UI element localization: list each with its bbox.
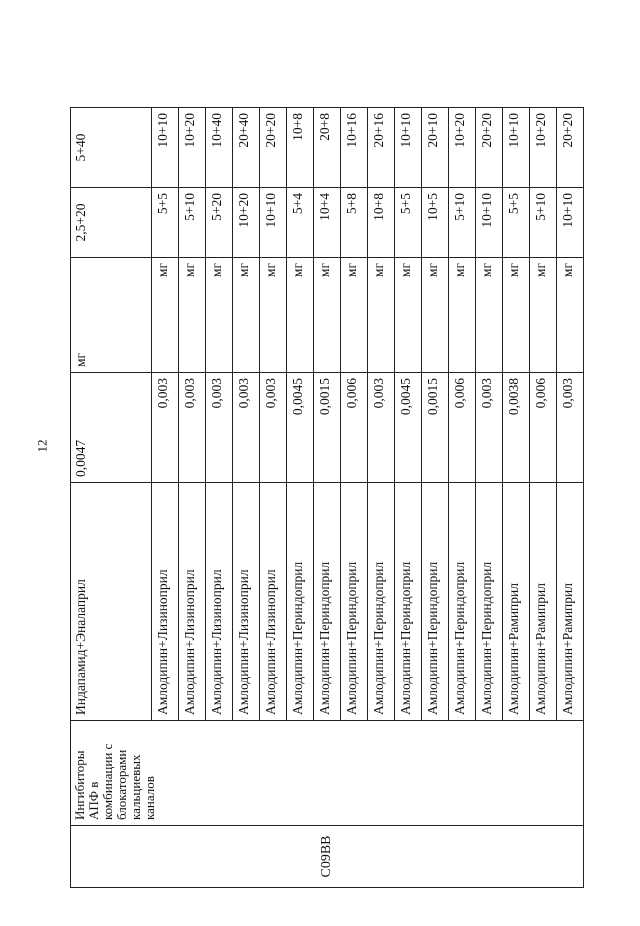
dose-a: 5+10 [179, 188, 206, 258]
drug-unit: мг [557, 258, 584, 373]
dose-b: 10+40 [206, 108, 233, 188]
group-label: Ингибиторы АПФ в комбинации с блокаторами кальциевых каналов [71, 721, 584, 826]
drug-name: Амлодипин+Периндоприл [476, 483, 503, 721]
drug-value: 0,003 [557, 373, 584, 483]
drug-name: Амлодипин+Лизиноприл [179, 483, 206, 721]
drug-value: 0,0045 [287, 373, 314, 483]
dose-b: 10+16 [341, 108, 368, 188]
drug-unit: мг [530, 258, 557, 373]
drug-value: 0,0015 [314, 373, 341, 483]
dose-b: 20+20 [260, 108, 287, 188]
dose-a: 10+20 [233, 188, 260, 258]
header-dose-b: 5+40 [71, 108, 152, 188]
drug-value: 0,0045 [395, 373, 422, 483]
drug-value: 0,006 [530, 373, 557, 483]
drug-unit: мг [314, 258, 341, 373]
drug-value: 0,003 [233, 373, 260, 483]
header-dose-a: 2,5+20 [71, 188, 152, 258]
dose-b: 10+20 [179, 108, 206, 188]
drug-unit: мг [449, 258, 476, 373]
drug-value: 0,003 [476, 373, 503, 483]
dose-b: 10+20 [530, 108, 557, 188]
dose-a: 10+10 [260, 188, 287, 258]
dose-a: 10+10 [557, 188, 584, 258]
drug-table [70, 107, 584, 888]
drug-name: Амлодипин+Лизиноприл [152, 483, 179, 721]
drug-value: 0,0015 [422, 373, 449, 483]
dose-a: 10+4 [314, 188, 341, 258]
drug-name: Амлодипин+Рамиприл [530, 483, 557, 721]
dose-b: 20+10 [422, 108, 449, 188]
dose-b: 10+10 [395, 108, 422, 188]
header-drug-name: Индапамид+Эналаприл [71, 483, 152, 721]
dose-b: 10+10 [152, 108, 179, 188]
drug-value: 0,003 [368, 373, 395, 483]
dose-a: 5+4 [287, 188, 314, 258]
drug-name: Амлодипин+Периндоприл [287, 483, 314, 721]
drug-unit: мг [422, 258, 449, 373]
dose-a: 5+5 [503, 188, 530, 258]
drug-unit: мг [152, 258, 179, 373]
drug-name: Амлодипин+Лизиноприл [206, 483, 233, 721]
drug-name: Амлодипин+Периндоприл [314, 483, 341, 721]
dose-a: 10+8 [368, 188, 395, 258]
dose-b: 20+20 [476, 108, 503, 188]
drug-value: 0,006 [449, 373, 476, 483]
atc-code: C09BB [71, 826, 584, 888]
dose-b: 10+8 [287, 108, 314, 188]
drug-unit: мг [233, 258, 260, 373]
drug-name: Амлодипин+Периндоприл [449, 483, 476, 721]
dose-b: 20+40 [233, 108, 260, 188]
rotated-table-wrapper [54, 50, 575, 926]
dose-a: 5+10 [449, 188, 476, 258]
drug-value: 0,003 [152, 373, 179, 483]
drug-unit: мг [206, 258, 233, 373]
table-header-row [71, 108, 152, 888]
drug-value: 0,003 [260, 373, 287, 483]
dose-a: 5+5 [152, 188, 179, 258]
drug-value: 0,003 [179, 373, 206, 483]
drug-name: Амлодипин+Периндоприл [395, 483, 422, 721]
dose-a: 5+8 [341, 188, 368, 258]
dose-b: 10+20 [449, 108, 476, 188]
drug-unit: мг [395, 258, 422, 373]
dose-b: 20+20 [557, 108, 584, 188]
drug-unit: мг [341, 258, 368, 373]
drug-name: Амлодипин+Периндоприл [422, 483, 449, 721]
dose-b: 20+16 [368, 108, 395, 188]
drug-value: 0,0038 [503, 373, 530, 483]
dose-a: 5+10 [530, 188, 557, 258]
drug-name: Амлодипин+Периндоприл [341, 483, 368, 721]
drug-unit: мг [368, 258, 395, 373]
dose-a: 5+20 [206, 188, 233, 258]
dose-a: 10+5 [422, 188, 449, 258]
drug-name: Амлодипин+Рамиприл [557, 483, 584, 721]
drug-value: 0,006 [341, 373, 368, 483]
drug-unit: мг [287, 258, 314, 373]
drug-unit: мг [503, 258, 530, 373]
drug-value: 0,003 [206, 373, 233, 483]
page-number: 12 [34, 439, 50, 453]
dose-a: 10+10 [476, 188, 503, 258]
drug-name: Амлодипин+Лизиноприл [233, 483, 260, 721]
header-value: 0,0047 [71, 373, 152, 483]
drug-name: Амлодипин+Лизиноприл [260, 483, 287, 721]
drug-name: Амлодипин+Рамиприл [503, 483, 530, 721]
drug-unit: мг [179, 258, 206, 373]
drug-unit: мг [476, 258, 503, 373]
drug-unit: мг [260, 258, 287, 373]
dose-a: 5+5 [395, 188, 422, 258]
dose-b: 10+10 [503, 108, 530, 188]
dose-b: 20+8 [314, 108, 341, 188]
drug-name: Амлодипин+Периндоприл [368, 483, 395, 721]
header-unit: мг [71, 258, 152, 373]
